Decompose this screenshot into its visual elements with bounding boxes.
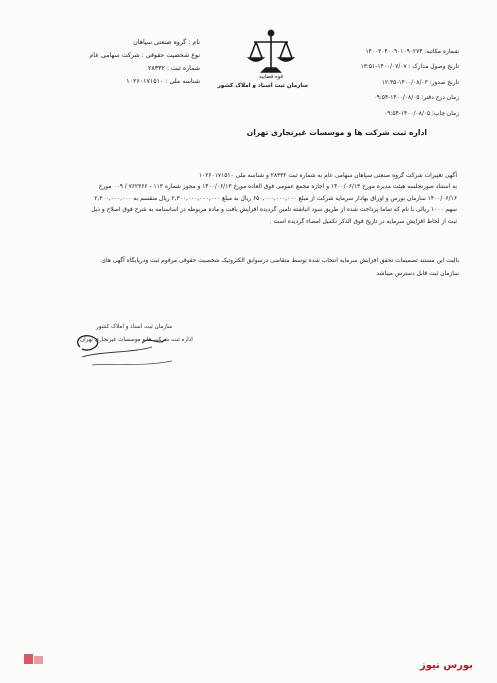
- body-line: به استناد صورتجلسه هیئت مدیره مورخ ۱۴۰۰/۰۶/۱۳ و اجازه مجمع عمومی فوق العاده مورخ ۱۴۰۰/۰۶/۱۳ و مجوز شماره ۱۱۳ - ۷۶۲۳۶۶ / ۰۰۹ مورخ: [98, 184, 457, 191]
- note-line: بالیت این مستند تصمیمات تحقق افزایش سرمایه انتخاب شده توسط متقاضی درسوابق الکترونیک شخصیت حقوقی مرقوم ثبت ودرپایگاه آگهی های: [101, 258, 459, 264]
- stamp-office-line: اداره ثبت شرکت ها و موسسات غیرتجاری تهران: [80, 337, 193, 343]
- stamp-org-line: سازمان ثبت اسناد و املاک کشور: [96, 324, 173, 330]
- announcement-body: [32, 171, 457, 228]
- office-heading: اداره ثبت شرکت ها و موسسات غیرتجاری تهران: [246, 128, 427, 137]
- emblem-subtitle: قوه قضاییه: [259, 74, 283, 80]
- ledger-time: زمان درج دفتر: ۱۴۰۰/۰۸/۰۵-۰۹:۵۴: [373, 95, 459, 102]
- issue-date: تاریخ صدور: ۱۴۰۰/۰۸/۰۳-۱۲:۳۵: [381, 79, 459, 86]
- body-line: سهم ۱۰۰۰ ریالی با نام که تماما پرداخت شده از طریق سود انباشته تامین گردیده افزایش یافت و ماده مربوطه در اساسنامه به شرح فوق اصلاح و ذیل: [91, 207, 457, 214]
- letter-number: شماره مکاتبه: ۱۴۰۰۳۰۴۰۰۹۰۱۰۹۰۲۷۴: [365, 49, 459, 55]
- received-date: تاریخ وصول مدارک : ۱۴۰۰/۰۷/۰۷-۱۳:۵۱: [360, 64, 459, 71]
- brand-logo-text: بورس نیوز: [420, 660, 473, 671]
- letter-meta: [309, 45, 459, 122]
- company-registration: شماره ثبت : ۲۸۳۳۲: [147, 65, 200, 72]
- company-legal-type: نوع شخصیت حقوقی : شرکت سهامی عام: [89, 52, 200, 59]
- company-national-id: شناسه ملی : ۱۰۲۶۰۱۷۱۵۱۰: [126, 78, 200, 85]
- validity-note: [29, 255, 459, 280]
- company-info: [50, 36, 200, 88]
- body-line: ۱۴۰۰/۰۶/۱۶ سازمان بورس و اوراق بهادار سرمایه شرکت از مبلغ ۶۵۰,۰۰۰,۰۰۰,۰۰۰ ریال به مبلغ ۲,۳۰۰,۰۰۰,۰۰۰,۰۰۰ ریال منقسم به ۲,۳۰۰,۰۰۰,۰۰۰: [94, 195, 457, 202]
- body-line: ثبت از لحاظ افزایش سرمایه در تاریخ فوق الذکر تکمیل امضاء گردیده است .: [269, 218, 457, 225]
- watermark-logo-icon: [22, 650, 46, 668]
- body-line: آگهی تغییرات شرکت گروه صنعتی سپاهان سهامی عام به شماره ثبت ۲۸۳۳۲ و شناسه ملی ۱۰۲۶۰۱۷۱۵۱۰: [198, 173, 457, 179]
- print-time: زمان چاپ: ۱۴۰۰/۰۸/۰۵-۰۹:۵۴: [384, 110, 459, 117]
- company-name: نام : گروه صنعتی سپاهان: [133, 39, 200, 46]
- note-line: سازمان ثبت قابل دسترس میباشد: [376, 270, 459, 277]
- emblem-org-name: سازمان ثبت اسناد و املاک کشور: [217, 83, 308, 89]
